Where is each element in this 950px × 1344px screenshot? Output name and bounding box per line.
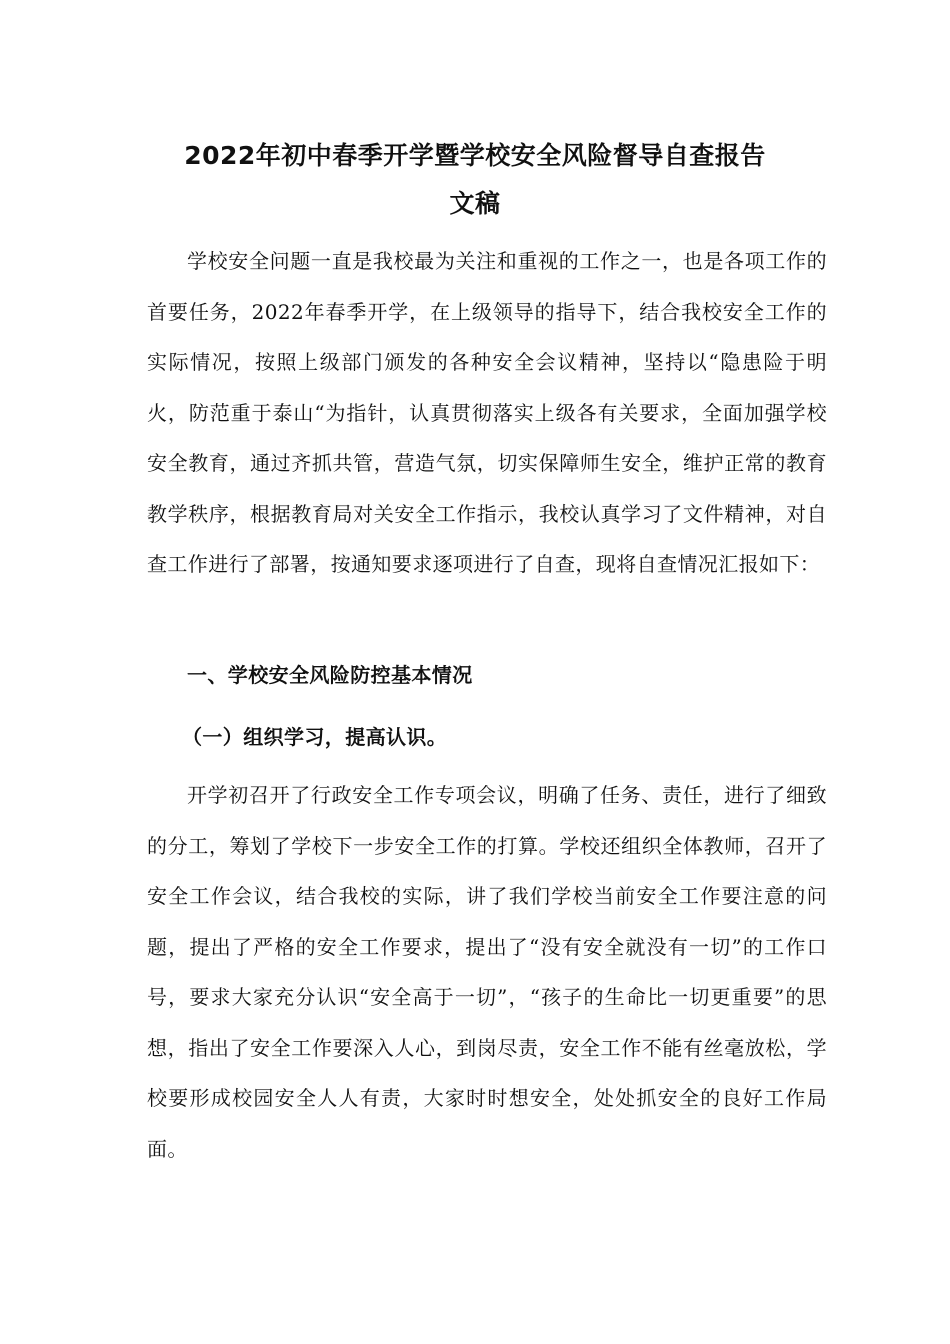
subsection-heading: （一）组织学习，提高认识。 [182,725,448,749]
intro-paragraph: 学校安全问题一直是我校最为关注和重视的工作之一，也是各项工作的首要任务，2022年春季开学，在上级领导的指导下，结合我校安全工作的实际情况，按照上级部门颁发的各种安全会议精神，坚持以“隐患险于明火，防范重于泰山“为指针，认真贯彻落实上级各有关要求，全面加强学校安全教育，通过齐抓共管，营造气氛，切实保障师生安全，维护正常的教育教学秩序，根据教育局对关安全工作指示，我校认真学习了文件精神，对自查工作进行了部署，按通知要求逐项进行了自查，现将自查情况汇报如下： [147,249,827,576]
body-paragraph: 开学初召开了行政安全工作专项会议，明确了任务、责任，进行了细致的分工，筹划了学校下一步安全工作的打算。学校还组织全体教师，召开了安全工作会议，结合我校的实际，讲了我们学校当前安全工作要注意的问题，提出了严格的安全工作要求，提出了“没有安全就没有一切”的工作口号，要求大家充分认识“安全高于一切”，“孩子的生命比一切更重要”的思想，指出了安全工作要深入人心，到岗尽责，安全工作不能有丝毫放松，学校要形成校园安全人人有责，大家时时想安全，处处抓安全的良好工作局面。 [147,783,827,1161]
section-heading: 一、学校安全风险防控基本情况 [187,663,473,687]
document-title-line2: 文稿 [449,189,501,218]
document-title-line1: 2022年初中春季开学暨学校安全风险督导自查报告 [184,141,766,170]
